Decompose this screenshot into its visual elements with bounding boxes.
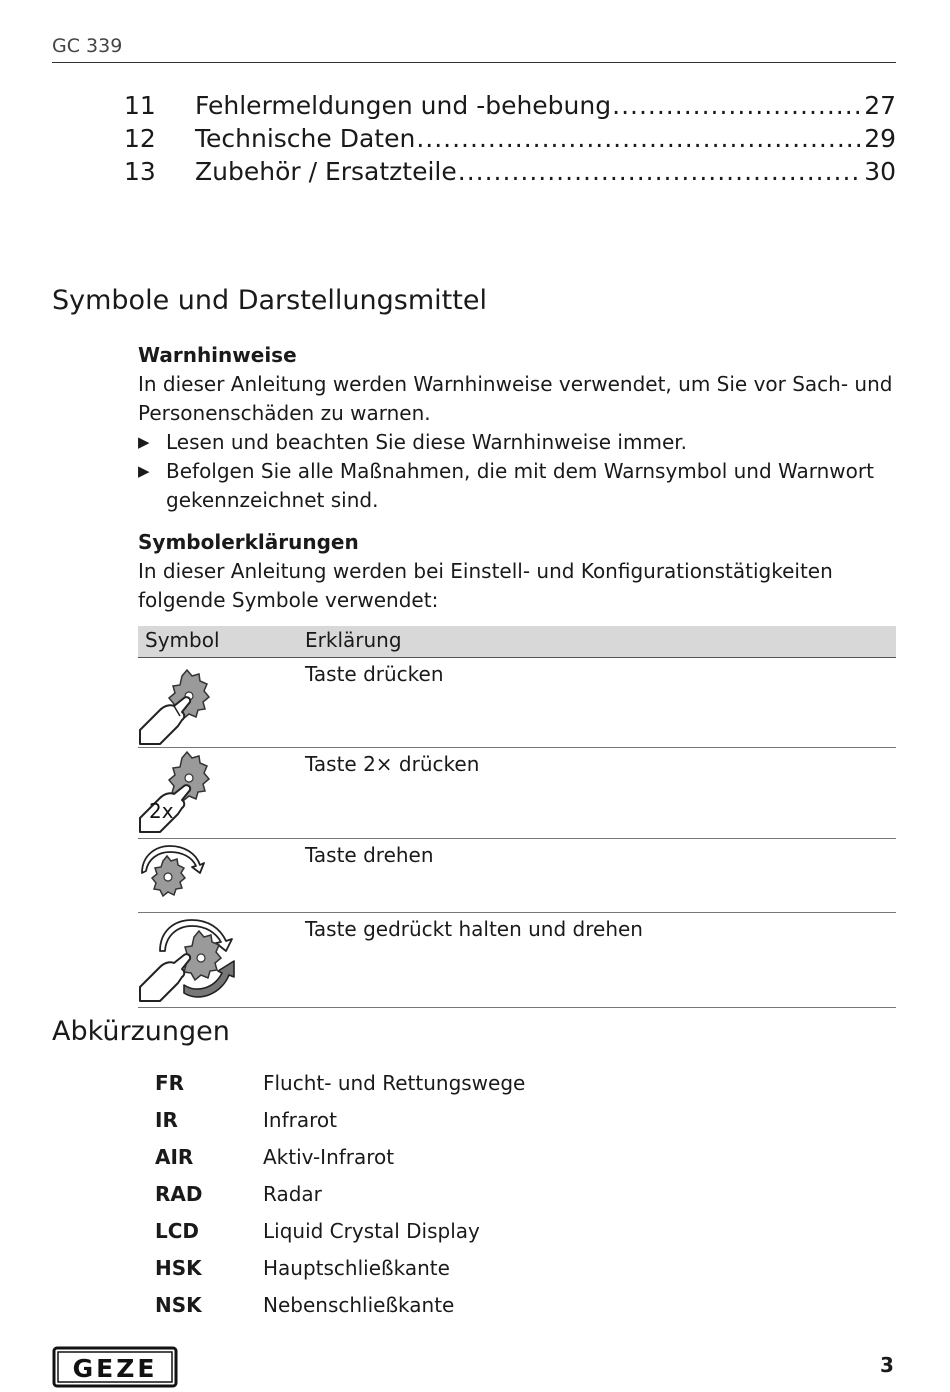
turn-button-icon xyxy=(138,839,228,911)
table-row xyxy=(138,839,896,913)
press-button-icon xyxy=(138,658,228,746)
header-divider xyxy=(52,62,896,63)
list-item xyxy=(155,1105,755,1142)
abbreviation-meaning: Aktiv-Infrarot xyxy=(263,1145,395,1169)
toc-leader-dots xyxy=(612,89,863,122)
section-heading-symbols: Symbole und Darstellungsmittel xyxy=(52,285,487,316)
abbreviation-meaning: Radar xyxy=(263,1182,322,1206)
toc-entry[interactable] xyxy=(124,89,896,122)
triangle-bullet-icon: ▶ xyxy=(138,462,150,480)
toc-title: Zubehör / Ersatzteile xyxy=(195,157,457,186)
abbreviation-list xyxy=(155,1068,755,1327)
list-item xyxy=(155,1142,755,1179)
abbreviation-meaning: Nebenschließkante xyxy=(263,1293,455,1317)
explanation-text: Taste drücken xyxy=(305,662,444,686)
toc-entry[interactable] xyxy=(124,155,896,188)
toc-entry[interactable] xyxy=(124,122,896,155)
abbreviation-key: NSK xyxy=(155,1293,202,1317)
abbreviation-key: LCD xyxy=(155,1219,200,1243)
column-header-explanation: Erklärung xyxy=(305,628,402,652)
abbreviation-meaning: Infrarot xyxy=(263,1108,337,1132)
toc-page-number: 30 xyxy=(864,157,896,186)
toc-leader-dots xyxy=(416,122,863,155)
toc-number: 11 xyxy=(124,91,156,120)
toc-title: Fehlermeldungen und -behebung xyxy=(195,91,612,120)
table-header xyxy=(138,626,896,658)
symbol-table xyxy=(138,626,896,1008)
document-id: GC 339 xyxy=(52,35,123,57)
bullet-text: Befolgen Sie alle Maßnahmen, die mit dem Warnsymbol und Warnwort gekennzeichnet sind. xyxy=(166,459,874,512)
section-heading-abbreviations: Abkürzungen xyxy=(52,1016,230,1047)
triangle-bullet-icon: ▶ xyxy=(138,433,150,451)
abbreviation-meaning: Liquid Crystal Display xyxy=(263,1219,480,1243)
logo-text: GEZE xyxy=(72,1354,158,1383)
page-number: 3 xyxy=(880,1353,894,1377)
abbreviation-key: HSK xyxy=(155,1256,202,1280)
explanation-text: Taste 2× drücken xyxy=(305,752,480,776)
bullet-item xyxy=(138,457,898,515)
table-row xyxy=(138,913,896,1008)
table-of-contents xyxy=(124,89,896,188)
abbreviation-key: IR xyxy=(155,1108,178,1132)
explanation-text: Taste drehen xyxy=(305,843,434,867)
abbreviation-meaning: Flucht- und Rettungswege xyxy=(263,1071,526,1095)
list-item xyxy=(155,1068,755,1105)
warnings-title: Warnhinweise xyxy=(138,343,297,367)
explanation-text: Taste gedrückt halten und drehen xyxy=(305,917,643,941)
warnings-text: In dieser Anleitung werden Warnhinweise verwendet, um Sie vor Sach- und Personenschäden zu warnen. xyxy=(138,372,893,425)
symbol-legend-block xyxy=(138,528,898,615)
warnings-block xyxy=(138,341,898,515)
twice-badge: 2x xyxy=(149,799,174,823)
symbol-legend-text: In dieser Anleitung werden bei Einstell- und Konfigurationstätigkeiten folgende Symbole verwendet: xyxy=(138,559,833,612)
abbreviation-key: AIR xyxy=(155,1145,194,1169)
geze-logo xyxy=(52,1346,178,1388)
column-header-symbol: Symbol xyxy=(145,628,220,652)
abbreviation-key: RAD xyxy=(155,1182,203,1206)
toc-number: 12 xyxy=(124,124,156,153)
press-button-twice-icon xyxy=(138,748,228,836)
toc-page-number: 29 xyxy=(864,124,896,153)
press-and-turn-button-icon xyxy=(138,913,248,1005)
list-item xyxy=(155,1253,755,1290)
toc-leader-dots xyxy=(458,155,863,188)
table-row xyxy=(138,658,896,748)
symbol-legend-title: Symbolerklärungen xyxy=(138,530,359,554)
toc-number: 13 xyxy=(124,157,156,186)
toc-title: Technische Daten xyxy=(195,124,416,153)
list-item xyxy=(155,1290,755,1327)
abbreviation-key: FR xyxy=(155,1071,185,1095)
table-row xyxy=(138,748,896,839)
toc-page-number: 27 xyxy=(864,91,896,120)
bullet-text: Lesen und beachten Sie diese Warnhinweise immer. xyxy=(166,430,687,454)
abbreviation-meaning: Hauptschließkante xyxy=(263,1256,450,1280)
list-item xyxy=(155,1216,755,1253)
list-item xyxy=(155,1179,755,1216)
bullet-item xyxy=(138,428,898,457)
